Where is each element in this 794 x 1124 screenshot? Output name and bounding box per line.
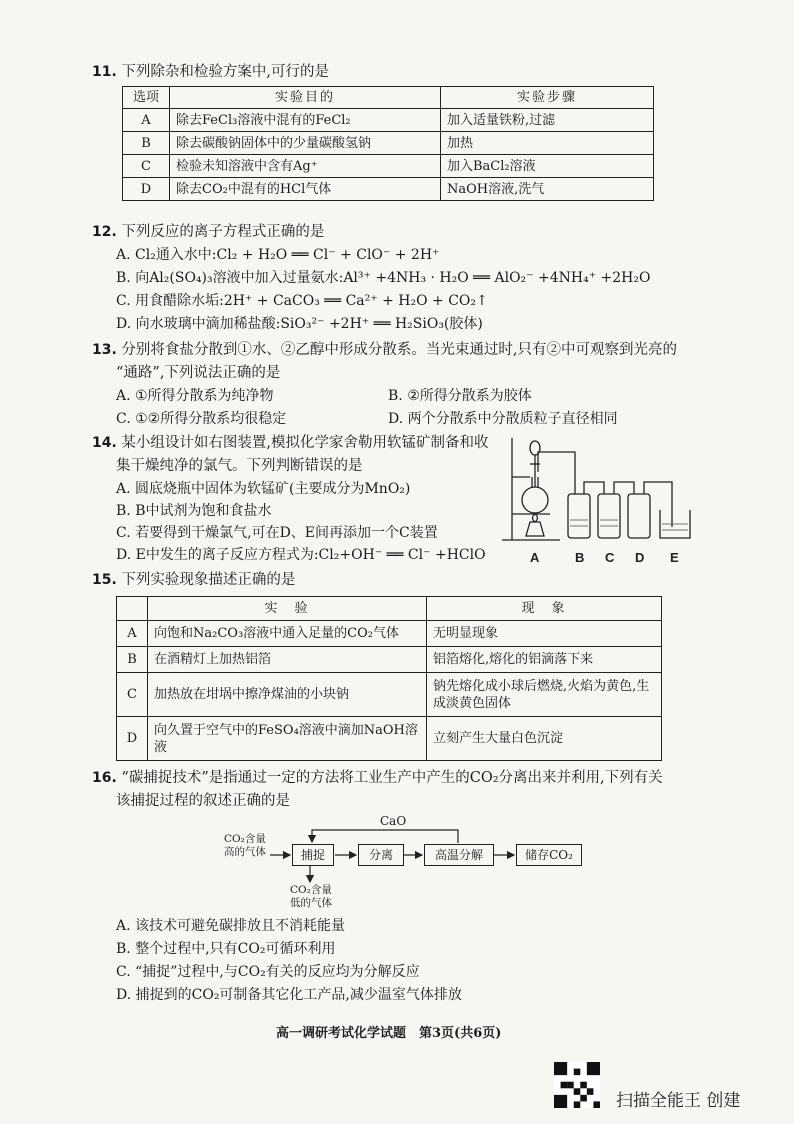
- option-d: D. 向水玻璃中滴加稀盐酸:SiO₃²⁻ +2H⁺ ══ H₂SiO₃(胶体): [116, 316, 483, 332]
- apparatus-label: D: [635, 550, 645, 565]
- table-cell: 加热放在坩埚中擦净煤油的小块钠: [148, 673, 427, 717]
- option-a: A. ①所得分散系为纯净物: [116, 388, 274, 404]
- table-cell: 无明显现象: [427, 621, 662, 647]
- flow-step-decompose: 高温分解: [424, 844, 494, 866]
- option-b: B. B中试剂为饱和食盐水: [116, 503, 272, 519]
- question-number: 16.: [92, 770, 117, 786]
- option-a: A. 圆底烧瓶中固体为软锰矿(主要成分为MnO₂): [116, 481, 411, 497]
- table-cell: 检验未知溶液中含有Ag⁺: [170, 155, 441, 178]
- question-number: 15.: [92, 572, 117, 588]
- question-stem-cont: 集干燥纯净的氯气。下列判断错误的是: [116, 458, 363, 474]
- table-cell: A: [117, 621, 148, 647]
- question-number: 12.: [92, 224, 117, 240]
- question-stem: 下列反应的离子方程式正确的是: [121, 224, 325, 240]
- table-cell: 加入BaCl₂溶液: [441, 155, 654, 178]
- table-cell: 在酒精灯上加热铝箔: [148, 647, 427, 673]
- option-c: C. “捕捉”过程中,与CO₂有关的反应均为分解反应: [116, 964, 420, 980]
- flow-input-label: CO₂含量: [224, 833, 266, 845]
- table-cell: 加热: [441, 132, 654, 155]
- option-a: A. Cl₂通入水中:Cl₂ + H₂O ══ Cl⁻ + ClO⁻ + 2H⁺: [116, 247, 440, 263]
- table-cell: 钠先熔化成小球后燃烧,火焰为黄色,生成淡黄色固体: [427, 673, 662, 717]
- question-number: 11.: [92, 64, 117, 80]
- question-number: 13.: [92, 342, 117, 358]
- table-cell: 除去碳酸钠固体中的少量碳酸氢钠: [170, 132, 441, 155]
- watermark-text: 扫描全能王 创建: [616, 1091, 741, 1111]
- table-cell: 除去FeCl₃溶液中混有的FeCl₂: [170, 109, 441, 132]
- table-header: 选项: [123, 87, 170, 109]
- table-cell: C: [123, 155, 170, 178]
- flow-output-label: CO₂含量: [290, 884, 332, 896]
- option-b: B. ②所得分散系为胶体: [388, 388, 532, 404]
- question-number: 14.: [92, 435, 117, 451]
- table-cell: D: [123, 178, 170, 201]
- apparatus-label: C: [605, 550, 615, 565]
- option-d: D. 两个分散系中分散质粒子直径相同: [388, 411, 618, 427]
- table-cell: D: [117, 717, 148, 761]
- option-a: A. 该技术可避免碳排放且不消耗能量: [116, 918, 346, 934]
- table-cell: B: [117, 647, 148, 673]
- question-stem: 分别将食盐分散到①水、②乙醇中形成分散系。当光束通过时,只有②中可观察到光亮的: [121, 342, 678, 358]
- table-cell: A: [123, 109, 170, 132]
- flow-step-separate: 分离: [358, 844, 404, 866]
- option-b: B. 整个过程中,只有CO₂可循环利用: [116, 941, 336, 957]
- table-cell: 立刻产生大量白色沉淀: [427, 717, 662, 761]
- question-stem: “碳捕捉技术”是指通过一定的方法将工业生产中产生的CO₂分离出来并利用,下列有关: [121, 770, 663, 786]
- apparatus-label: A: [530, 550, 540, 565]
- table-cell: 向久置于空气中的FeSO₄溶液中滴加NaOH溶液: [148, 717, 427, 761]
- page-footer: 高一调研考试化学试题 第3页(共6页): [276, 1026, 502, 1041]
- table-cell: B: [123, 132, 170, 155]
- flow-cao-label: CaO: [380, 814, 407, 828]
- apparatus-label: B: [575, 550, 585, 565]
- option-c: C. ①②所得分散系均很稳定: [116, 411, 287, 427]
- qr-code-icon: [554, 1062, 600, 1108]
- table-cell: 除去CO₂中混有的HCl气体: [170, 178, 441, 201]
- table-header: 实验目的: [170, 87, 441, 109]
- table-cell: C: [117, 673, 148, 717]
- table-header: 实验步骤: [441, 87, 654, 109]
- table-header: 现 象: [427, 597, 662, 621]
- flow-output-label: 低的气体: [290, 897, 332, 909]
- table-header: 实 验: [148, 597, 427, 621]
- flow-step-capture: 捕捉: [292, 844, 334, 866]
- question-stem: 下列实验现象描述正确的是: [121, 572, 296, 588]
- question-stem-cont: 该捕捉过程的叙述正确的是: [116, 793, 290, 809]
- flow-step-store: 储存CO₂: [516, 844, 582, 866]
- question-stem: 下列除杂和检验方案中,可行的是: [121, 64, 330, 80]
- option-d: D. E中发生的离子反应方程式为:Cl₂+OH⁻ ══ Cl⁻ +HClO: [116, 547, 486, 563]
- option-d: D. 捕捉到的CO₂可制备其它化工产品,减少温室气体排放: [116, 987, 462, 1003]
- option-c: C. 用食醋除水垢:2H⁺ + CaCO₃ ══ Ca²⁺ + H₂O + CO₂↑: [116, 293, 488, 309]
- table-cell: 铝箔熔化,熔化的铝滴落下来: [427, 647, 662, 673]
- option-c: C. 若要得到干燥氯气,可在D、E间再添加一个C装置: [116, 525, 438, 541]
- flow-input-label: 高的气体: [224, 846, 266, 858]
- table-cell: NaOH溶液,洗气: [441, 178, 654, 201]
- question-stem-cont: “通路”,下列说法正确的是: [116, 365, 281, 381]
- apparatus-label: E: [670, 550, 679, 565]
- table-cell: 向饱和Na₂CO₃溶液中通入足量的CO₂气体: [148, 621, 427, 647]
- table-cell: 加入适量铁粉,过滤: [441, 109, 654, 132]
- option-b: B. 向Al₂(SO₄)₃溶液中加入过量氨水:Al³⁺ +4NH₃ · H₂O ══ AlO₂⁻ +4NH₄⁺ +2H₂O: [116, 270, 651, 286]
- question-stem: 某小组设计如右图装置,模拟化学家舍勒用软锰矿制备和收: [121, 435, 489, 451]
